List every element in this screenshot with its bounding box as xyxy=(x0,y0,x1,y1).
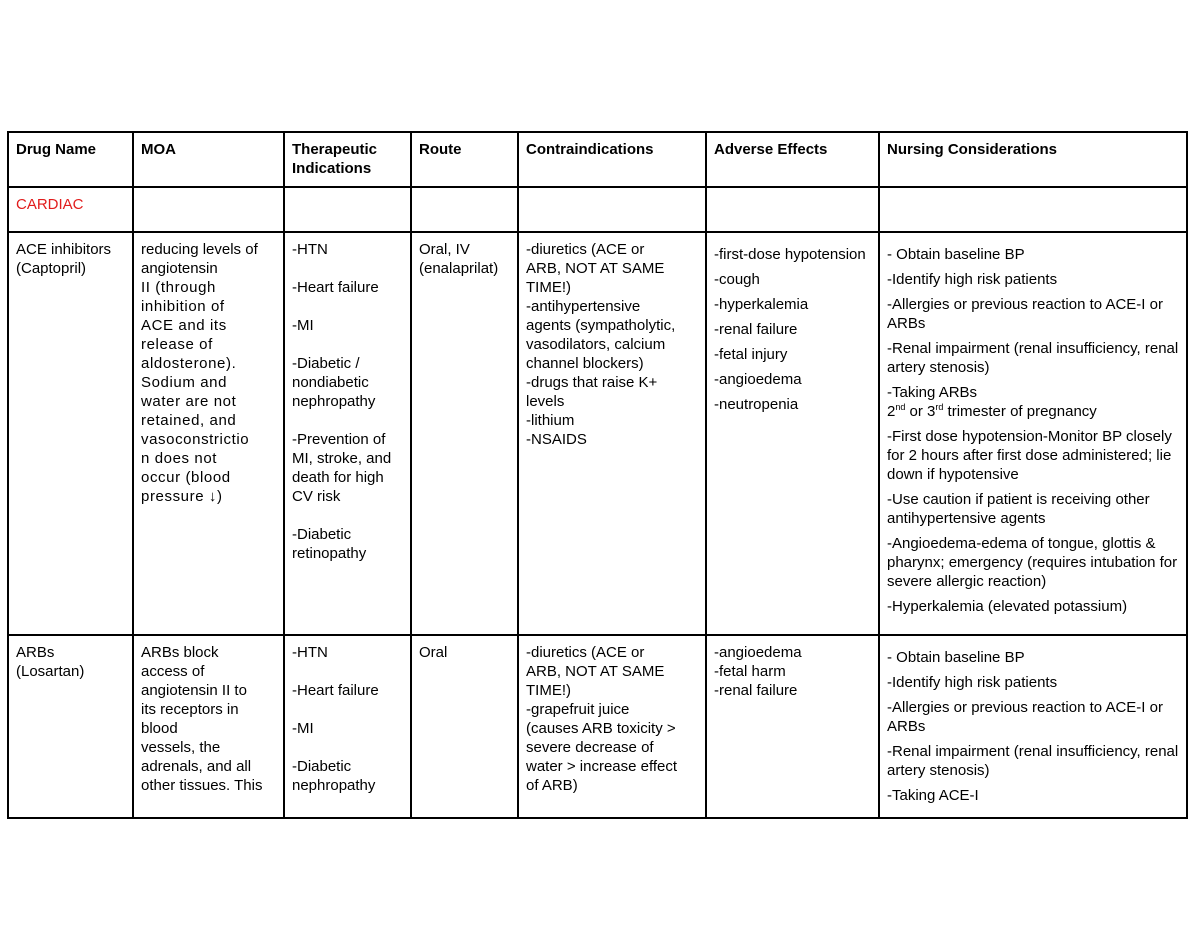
empty-cell xyxy=(879,187,1187,232)
adverse-effect-item: -angioedema xyxy=(714,371,802,388)
route-cell xyxy=(411,232,518,635)
adverse-effect-item: -hyperkalemia xyxy=(714,296,809,313)
table-row-ace-inhibitors xyxy=(8,232,1187,635)
adverse-effect-item: -neutropenia xyxy=(714,396,799,413)
header-adverse-effects: Adverse Effects xyxy=(706,132,879,187)
contraindication-line: -NSAIDS xyxy=(526,431,587,448)
moa-line: its receptors in xyxy=(141,701,239,718)
drug-name-cell xyxy=(8,232,133,635)
indication-item: -MI xyxy=(292,317,314,334)
moa-line: vessels, the xyxy=(141,739,221,756)
moa-line: vasoconstrictio xyxy=(141,431,250,448)
moa-line: adrenals, and all xyxy=(141,758,252,775)
contraindication-line: -lithium xyxy=(526,412,575,429)
nursing-item: -Allergies or previous reaction to ACE-I or ARBs xyxy=(887,699,1163,735)
section-label-cardiac: CARDIAC xyxy=(8,187,133,232)
moa-line: aldosterone). xyxy=(141,355,237,372)
moa-line: ARBs block xyxy=(141,644,219,661)
moa-line: water are not xyxy=(141,393,237,410)
contraindication-line: -antihypertensive xyxy=(526,298,641,315)
indication-item: CV risk xyxy=(292,488,341,505)
adverse-effects-cell xyxy=(706,232,879,635)
moa-line: II (through xyxy=(141,279,216,296)
contraindication-line: levels xyxy=(526,393,565,410)
empty-cell xyxy=(133,187,284,232)
indication-item: nephropathy xyxy=(292,777,376,794)
adverse-effect-item: -angioedema xyxy=(714,644,802,661)
nursing-item: -Renal impairment (renal insufficiency, renal artery stenosis) xyxy=(887,340,1179,376)
nursing-item-trimester xyxy=(887,402,1179,421)
contraindication-line: -diuretics (ACE or xyxy=(526,241,645,258)
nursing-item: -Angioedema-edema of tongue, glottis & pharynx; emergency (requires intubation for severe allergic reaction) xyxy=(887,535,1178,590)
nursing-considerations-cell xyxy=(879,635,1187,818)
contraindication-line: ARB, NOT AT SAME xyxy=(526,260,665,277)
adverse-effect-item: -renal failure xyxy=(714,321,798,338)
route-line: Oral, IV xyxy=(419,241,470,258)
nursing-item: - Obtain baseline BP xyxy=(887,246,1025,263)
drug-name-line: ACE inhibitors xyxy=(16,241,112,258)
moa-line: angiotensin II to xyxy=(141,682,247,699)
contraindications-cell xyxy=(518,635,706,818)
indication-item: -Heart failure xyxy=(292,279,379,296)
adverse-effect-item: -fetal harm xyxy=(714,663,786,680)
moa-line: inhibition of xyxy=(141,298,225,315)
moa-line: Sodium and xyxy=(141,374,228,391)
ordinal-suffix: rd xyxy=(935,402,944,412)
contraindication-line: of ARB) xyxy=(526,777,578,794)
moa-line: retained, and xyxy=(141,412,237,429)
indication-item: -Diabetic xyxy=(292,758,352,775)
ordinal-number: 2 xyxy=(887,403,896,420)
moa-line: occur (blood xyxy=(141,469,231,486)
moa-line: access of xyxy=(141,663,205,680)
drug-name-line: (Losartan) xyxy=(16,663,85,680)
nursing-item: -Identify high risk patients xyxy=(887,674,1058,691)
indication-item: -MI xyxy=(292,720,314,737)
header-route: Route xyxy=(411,132,518,187)
nursing-considerations-cell xyxy=(879,232,1187,635)
indication-item: nondiabetic xyxy=(292,374,369,391)
drug-name-line: (Captopril) xyxy=(16,260,87,277)
nursing-item: -Renal impairment (renal insufficiency, renal artery stenosis) xyxy=(887,743,1179,779)
indication-item: retinopathy xyxy=(292,545,367,562)
header-contraindications: Contraindications xyxy=(518,132,706,187)
route-line: (enalaprilat) xyxy=(419,260,499,277)
indication-item: -Diabetic / xyxy=(292,355,360,372)
nursing-item: - Obtain baseline BP xyxy=(887,649,1025,666)
indications-cell xyxy=(284,635,411,818)
route-cell xyxy=(411,635,518,818)
adverse-effect-item: -first-dose hypotension xyxy=(714,246,866,263)
nursing-item: -Hyperkalemia (elevated potassium) xyxy=(887,598,1128,615)
contraindications-cell xyxy=(518,232,706,635)
moa-line: reducing levels of xyxy=(141,241,258,258)
moa-cell xyxy=(133,232,284,635)
moa-cell xyxy=(133,635,284,818)
contraindication-line: -diuretics (ACE or xyxy=(526,644,645,661)
nursing-item: -Use caution if patient is receiving other antihypertensive agents xyxy=(887,491,1150,527)
contraindication-line: (causes ARB toxicity > xyxy=(526,720,676,737)
route-line: Oral xyxy=(419,644,448,661)
contraindication-line: channel blockers) xyxy=(526,355,644,372)
moa-line: release of xyxy=(141,336,213,353)
indication-item: nephropathy xyxy=(292,393,376,410)
table-row-arbs xyxy=(8,635,1187,818)
indication-item: MI, stroke, and xyxy=(292,450,392,467)
drug-table xyxy=(7,131,1188,819)
empty-cell xyxy=(706,187,879,232)
indication-item: death for high xyxy=(292,469,384,486)
contraindication-line: TIME!) xyxy=(526,682,571,699)
drug-name-cell xyxy=(8,635,133,818)
ordinal-suffix: nd xyxy=(895,402,906,412)
moa-line: other tissues. This xyxy=(141,777,263,794)
indication-item: -Heart failure xyxy=(292,682,379,699)
adverse-effects-cell xyxy=(706,635,879,818)
header-row xyxy=(8,132,1187,187)
nursing-item: -Allergies or previous reaction to ACE-I or ARBs xyxy=(887,296,1163,332)
header-drug-name: Drug Name xyxy=(8,132,133,187)
moa-line: angiotensin xyxy=(141,260,218,277)
empty-cell xyxy=(518,187,706,232)
nursing-item: -Taking ARBs xyxy=(887,384,978,401)
moa-line: n does not xyxy=(141,450,218,467)
trimester-text: trimester of pregnancy xyxy=(943,403,1097,420)
moa-line: blood xyxy=(141,720,178,737)
empty-cell xyxy=(411,187,518,232)
section-row xyxy=(8,187,1187,232)
header-therapeutic-indications: Therapeutic Indications xyxy=(284,132,411,187)
ordinal-number: or 3 xyxy=(905,403,936,420)
contraindication-line: TIME!) xyxy=(526,279,571,296)
indication-item: -Diabetic xyxy=(292,526,352,543)
contraindication-line: -drugs that raise K+ xyxy=(526,374,658,391)
indication-item: -HTN xyxy=(292,644,328,661)
adverse-effect-item: -fetal injury xyxy=(714,346,788,363)
contraindication-line: agents (sympatholytic, xyxy=(526,317,676,334)
indications-cell xyxy=(284,232,411,635)
contraindication-line: severe decrease of xyxy=(526,739,654,756)
header-moa: MOA xyxy=(133,132,284,187)
adverse-effect-item: -cough xyxy=(714,271,760,288)
indication-item: -Prevention of xyxy=(292,431,386,448)
header-nursing-considerations: Nursing Considerations xyxy=(879,132,1187,187)
contraindication-line: water > increase effect xyxy=(526,758,678,775)
moa-line: pressure ↓) xyxy=(141,488,223,505)
contraindication-line: ARB, NOT AT SAME xyxy=(526,663,665,680)
empty-cell xyxy=(284,187,411,232)
contraindication-line: -grapefruit juice xyxy=(526,701,630,718)
nursing-item: -Identify high risk patients xyxy=(887,271,1058,288)
nursing-item: -Taking ACE-I xyxy=(887,787,979,804)
contraindication-line: vasodilators, calcium xyxy=(526,336,666,353)
nursing-item: -First dose hypotension-Monitor BP closely for 2 hours after first dose administered; lie down if hypotensive xyxy=(887,428,1172,483)
adverse-effect-item: -renal failure xyxy=(714,682,798,699)
moa-line: ACE and its xyxy=(141,317,227,334)
indication-item: -HTN xyxy=(292,241,328,258)
drug-name-line: ARBs xyxy=(16,644,55,661)
